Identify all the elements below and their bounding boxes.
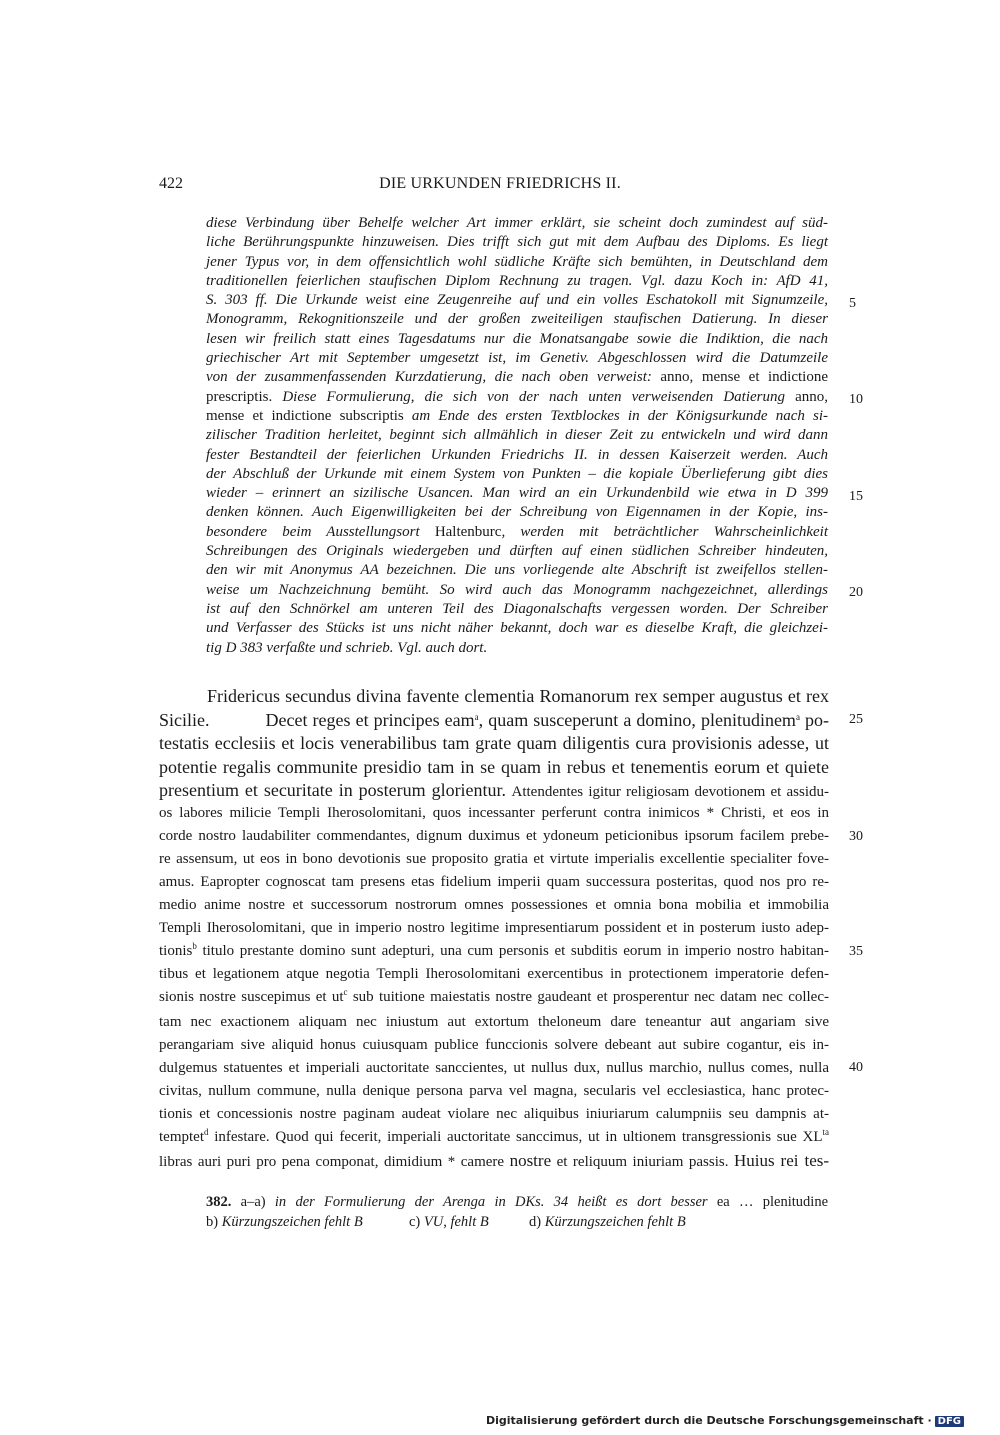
- line-number-10: 10: [849, 392, 863, 407]
- pre-line-2: liche Berührungspunkte hinzuweisen. Dies trifft sich gut mit dem Aufbau des Diploms. Es liegt: [206, 234, 828, 251]
- pre-line-16: denken können. Auch Eigenwilligkeiten bei der Schreibung von Eigennamen in der Kopie, ins-: [206, 504, 828, 521]
- critical-apparatus: [206, 1193, 828, 1232]
- main-line-11: Templi Iherosolomitani, que in imperio nostro legitime impresentiarum possident et in posterum iusto adep-: [159, 920, 829, 936]
- pre-line-11: mense et indictione subscriptis am Ende des ersten Textblockes in der Königsurkunde nach si-: [206, 407, 828, 424]
- pre-line-17: besondere beim Ausstellungsort Haltenburc, werden mit beträchtlicher Wahrscheinlichkeit: [206, 523, 829, 540]
- pre-line-8: griechischer Art mit September umgesetzt ist, im Genetiv. Abgeschlossen wird die Datumzeile: [206, 350, 828, 367]
- pre-line-13: fester Bestandteil der feierlichen Urkunden Friedrichs II. in dessen Kaiserzeit werden. Auch: [206, 446, 828, 463]
- footnote-mark-d: d: [204, 1127, 209, 1137]
- pre-line-18: Schreibungen des Originals wiedergeben und dürften auf einen südlichen Schreiber hindeuten,: [206, 543, 828, 560]
- pre-line-3: jener Typus vor, in dem offensichtlich wohl südliche Kräfte sich bemühten, in Deutschland dem: [206, 253, 828, 270]
- pre-line-1: diese Verbindung über Behelfe welcher Art immer erklärt, sie scheint doch zumindest auf süd-: [206, 215, 828, 231]
- pre-line-15: wieder – erinnert an sizilische Usancen. Man wird an ein Urkundenbild wie etwa in D 399: [206, 485, 828, 502]
- main-line-13: tibus et legationem atque negotia Templi Iherosolomitani exercentibus in protectionem imperatorie defen-: [159, 966, 829, 982]
- main-line-10: medio anime nostre et successorum nostrorum omnes possessiones et omnia bona mobilia et immobilia: [159, 897, 829, 913]
- footnote-mark-c: c: [343, 987, 348, 997]
- main-line-6: os labores milicie Templi Iherosolomitani, quos incessanter perferunt contra inimicos * Christi, et eos in: [159, 805, 829, 821]
- main-line-14: sionis nostre suscepimus et $ut^c$ sub tuitione maiestatis nostre gaudeant et prosperentur nec datam nec collec-: [159, 987, 829, 1005]
- main-line-19: tionis et concessionis nostre paginam audeat violare nec aliquibus iniuriarum calumpniis seu dampnis at-: [159, 1106, 829, 1122]
- line-number-20: 20: [849, 585, 863, 600]
- main-line-9: amus. Eapropter cognoscat tam presens etas fidelium imperii quam successura posteritas, quod nos pro re-: [159, 874, 829, 890]
- pre-line-10: prescriptis. Diese Formulierung, die sich von der nach unten verweisenden Datierung anno,: [206, 388, 828, 405]
- footnote-mark-ta: ta: [822, 1127, 829, 1137]
- line-number-40: 40: [849, 1060, 863, 1075]
- footnotes-bcd: [206, 1213, 828, 1233]
- main-line-1: Fridericus secundus divina favente clementia Romanorum rex semper augustus et rex: [207, 686, 829, 706]
- pre-line-12: zilischer Tradition herleitet, beginnt sich allmählich in dieser Zeit zu entwickeln und wird dann: [206, 427, 828, 444]
- pre-line-20: weise um Nachzeichnung bemüht. So wird auch das Monogramm nachgezeichnet, allerdings: [206, 581, 828, 598]
- main-line-12: tionis$^b$ titulo prestante domino sunt adepturi, una cum personis et subditis eorum in imperio nostro habitan-: [159, 941, 829, 959]
- line-number-30: 30: [849, 829, 863, 844]
- pre-line-21: ist auf den Schnörkel am unteren Teil des Diagonalschafts vergessen worden. Der Schreiber: [206, 600, 828, 617]
- footnote-d: d) Kürzungszeichen fehlt B: [529, 1213, 686, 1230]
- pre-line-6: Monogramm, Rekognitionszeile und der großen zweiteiligen staufischen Datierung. In dieser: [206, 311, 828, 328]
- pre-line-22: und Verfasser des Stücks ist uns nicht näher bekannt, doch war es dieselbe Kraft, die gleichzei-: [206, 620, 828, 637]
- main-line-15: tam nec exactionem aliquam nec iniustum aut extortum theloneum dare teneantur aut angariam sive: [159, 1011, 830, 1030]
- pre-line-9: von der zusammenfassenden Kurzdatierung, die nach oben verweist: anno, mense et indictione: [206, 369, 828, 386]
- footnote-mark-b: b: [192, 941, 197, 951]
- dfg-logo: DFG: [935, 1416, 964, 1427]
- dispositio-text: [159, 802, 829, 1174]
- main-line-17: dulgemus statuentes et imperiali auctoritate sanccientes, ut nullus dux, nullus marchio, nullus comes, nulla: [159, 1060, 829, 1076]
- main-line-8: re assensum, ut eos in bono devotionis sue proposito gratia et virtute imperialis excellentie specialiter fove-: [159, 851, 829, 867]
- line-number-25: 25: [849, 712, 863, 727]
- main-line-21: libras auri puri pro pena componat, dimidium * camere nostre et reliquum iniuriam passis. Huius rei tes-: [159, 1151, 830, 1170]
- pre-line-4: traditionellen feierlichen staufischen Diplom Rechnung zu tragen. Vgl. dazu Koch in: AfD 41,: [206, 272, 828, 289]
- pre-line-5: S. 303 ff. Die Urkunde weist eine Zeugenreihe auf und ein volles Eschatokoll mit Signumzeile,: [206, 292, 828, 309]
- main-line-2: Sicilie. Decet reges et principes eam$^a$, quam susceperunt a domino, plenitudinem$^a$ po-: [159, 709, 829, 730]
- page-number: 422: [159, 175, 183, 192]
- funding-credit: Digitalisierung gefördert durch die Deutsche Forschungsgemeinschaft · DFG: [486, 1414, 964, 1427]
- main-line-16: perangariam sive aliquid honus cuiusquam publice funccionis solvere debeant aut subire cogantur, eis in-: [159, 1037, 829, 1053]
- line-number-15: 15: [849, 489, 863, 504]
- main-line-20: temptet$^d$ infestare. Quod qui fecerit, imperiali auctoritate sanccimus, ut in ultionem transgressionis sue $XL^{ta}$: [159, 1127, 829, 1145]
- pre-line-7: lesen wir freilich statt eines Tagesdatums nur die Monatsangabe sowie die Indiktion, die nach: [206, 330, 828, 347]
- pre-line-14: der Abschluß der Urkunde mit einem System von Punkten – die kopiale Überlieferung gibt dies: [206, 465, 828, 482]
- arenga-text: [159, 685, 829, 779]
- preliminary-remarks: [206, 214, 828, 658]
- main-line-18: civitas, nullum commune, nulla denique persona parva vel magna, secularis vel ecclesiastica, hanc protec-: [159, 1083, 829, 1099]
- pre-line-23: tig D 383 verfaßte und schrieb. Vgl. auch dort.: [206, 639, 488, 656]
- footnote-mark-a: a: [795, 711, 800, 722]
- document-number: 382.: [206, 1194, 232, 1210]
- footnote-mark-a: a: [474, 711, 479, 722]
- main-line-7: corde nostro laudabiliter commendantes, dignum duximus et ydoneum peticionibus ipsorum facilem prebe-: [159, 828, 829, 844]
- main-line-5: presentium et securitate in posterum glorientur. Attendentes igitur religiosam devotionem et assidu-: [159, 780, 829, 800]
- running-title: DIE URKUNDEN FRIEDRICHS II.: [379, 175, 621, 192]
- footnote-c: c) VU, fehlt B: [409, 1213, 489, 1230]
- pre-line-19: den wir mit Anonymus AA bezeichnen. Die uns vorliegende alte Abschrift ist zweifellos stellen-: [206, 562, 828, 579]
- footnote-b: b) Kürzungszeichen fehlt B: [206, 1213, 363, 1230]
- line-number-5: 5: [849, 296, 856, 311]
- footnote-a: 382. a–a) in der Formulierung der Arenga in DKs. 34 heißt es dort besser ea … plenitudine: [206, 1194, 829, 1210]
- main-line-3: testatis ecclesiis et locis venerabilibus tam grate quam diligentis cura provisionis adesse, ut: [159, 733, 829, 753]
- line-number-35: 35: [849, 944, 863, 959]
- main-line-4: potentie regalis communite presidio tam in se quam in rebus et tenementis eorum et quiete: [159, 756, 829, 777]
